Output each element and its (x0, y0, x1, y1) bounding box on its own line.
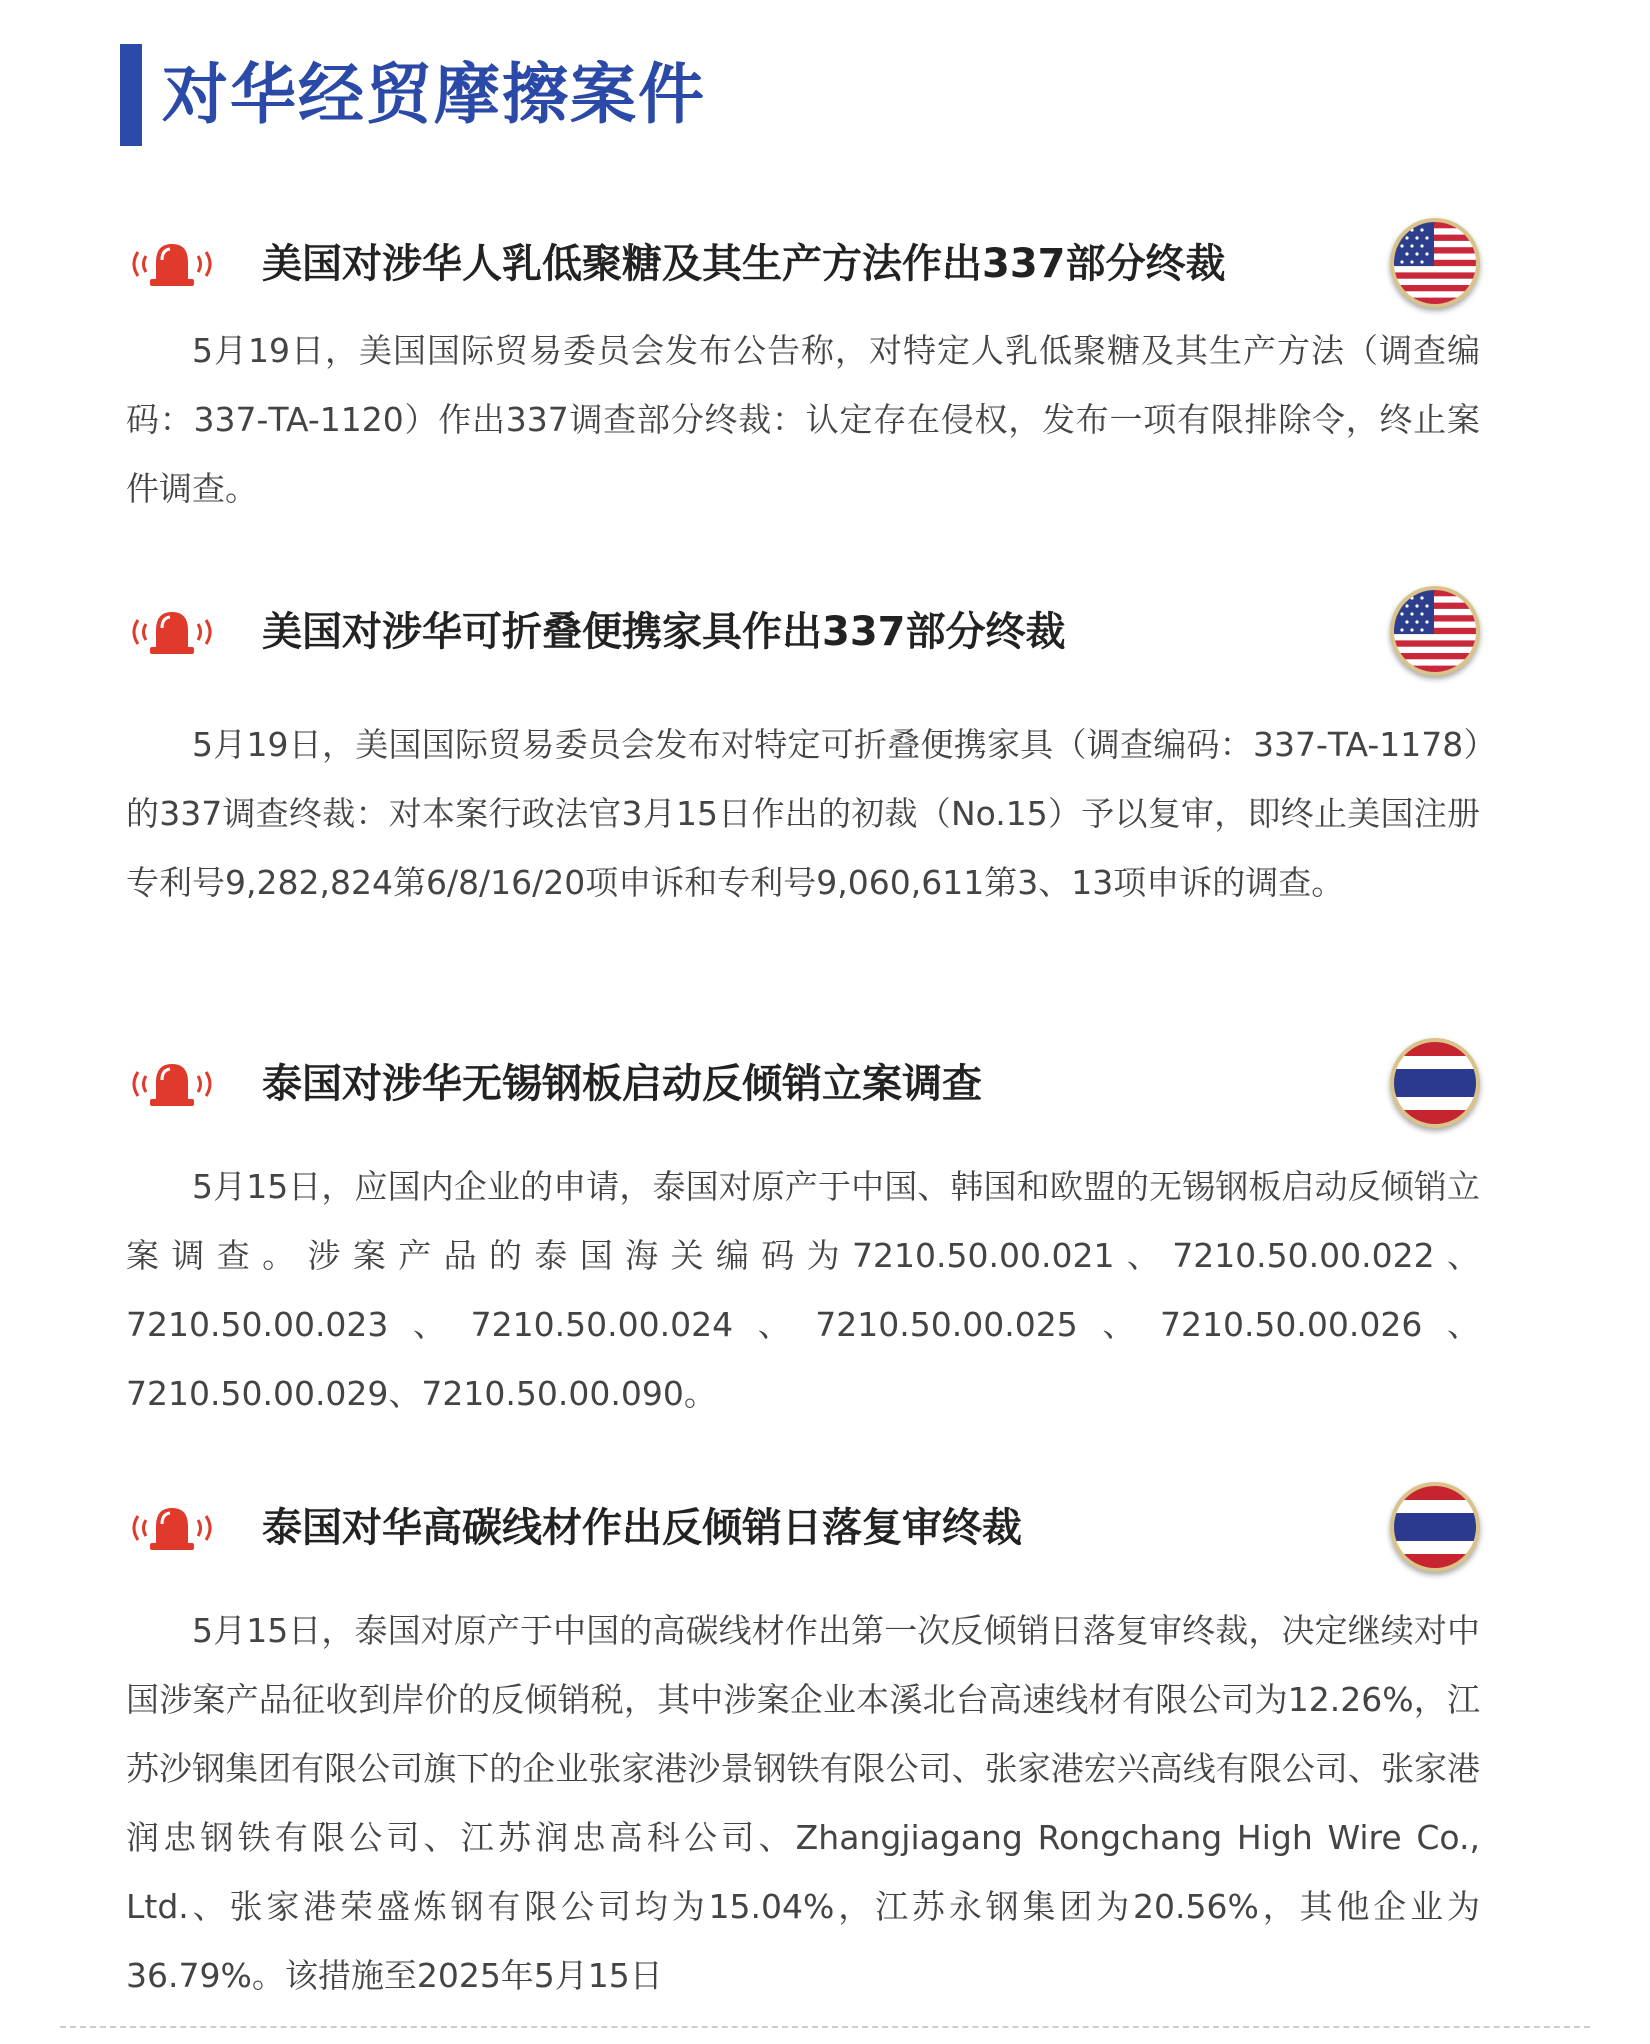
case-body: 5月19日，美国国际贸易委员会发布公告称，对特定人乳低聚糖及其生产方法（调查编码：337-TA-1120）作出337调查部分终裁：认定存在侵权，发布一项有限排除令，终止案件调查。 (126, 331, 1480, 508)
case-body: 5月15日，泰国对原产于中国的高碳线材作出第一次反倾销日落复审终裁，决定继续对中国涉案产品征收到岸价的反倾销税，其中涉案企业本溪北台高速线材有限公司为12.26%，江苏沙钢集团有限公司旗下的企业张家港沙景钢铁有限公司、张家港宏兴高线有限公司、张家港润忠钢铁有限公司、江苏润忠高科公司、Zhangjiagang Rongchang High Wire Co., Ltd.、张家港荣盛炼钢有限公司均为15.04%，江苏永钢集团为20.56%，其他企业为36.79%。该措施至2025年5月15日 (126, 1611, 1480, 1995)
case-title: 泰国对涉华无锡钢板启动反倾销立案调查 (262, 1061, 982, 1107)
case-header (120, 212, 1480, 312)
case-body: 5月15日，应国内企业的申请，泰国对原产于中国、韩国和欧盟的无锡钢板启动反倾销立案调查。涉案产品的泰国海关编码为7210.50.00.021、7210.50.00.022、7210.50.00.023、7210.50.00.024、7210.50.00.025、7210.50.00.026、7210.50.00.029、7210.50.00.090。 (126, 1167, 1480, 1413)
case-title: 美国对涉华人乳低聚糖及其生产方法作出337部分终裁 (262, 241, 1226, 287)
section-accent-bar (120, 44, 142, 146)
case-item (120, 1476, 1480, 2010)
section-title: 对华经贸摩擦案件 (162, 56, 706, 133)
section-header (120, 44, 706, 146)
case-item (120, 1032, 1480, 1428)
alarm-bell-icon (124, 236, 220, 292)
alarm-bell-icon (124, 1500, 220, 1556)
thailand-flag-icon (1390, 1482, 1480, 1572)
us-flag-icon (1390, 586, 1480, 676)
us-flag-icon (1390, 218, 1480, 308)
case-item (120, 580, 1480, 917)
case-title: 泰国对华高碳线材作出反倾销日落复审终裁 (262, 1505, 1022, 1551)
bottom-divider (60, 2026, 1590, 2028)
case-title: 美国对涉华可折叠便携家具作出337部分终裁 (262, 609, 1066, 655)
case-header (120, 580, 1480, 680)
thailand-flag-icon (1390, 1038, 1480, 1128)
case-header (120, 1476, 1480, 1576)
alarm-bell-icon (124, 604, 220, 660)
case-item (120, 212, 1480, 523)
case-body: 5月19日，美国国际贸易委员会发布对特定可折叠便携家具（调查编码：337-TA-1178）的337调查终裁：对本案行政法官3月15日作出的初裁（No.15）予以复审，即终止美国注册专利号9,282,824第6/8/16/20项申诉和专利号9,060,611第3、13项申诉的调查。 (126, 725, 1480, 902)
alarm-bell-icon (124, 1056, 220, 1112)
case-header (120, 1032, 1480, 1132)
